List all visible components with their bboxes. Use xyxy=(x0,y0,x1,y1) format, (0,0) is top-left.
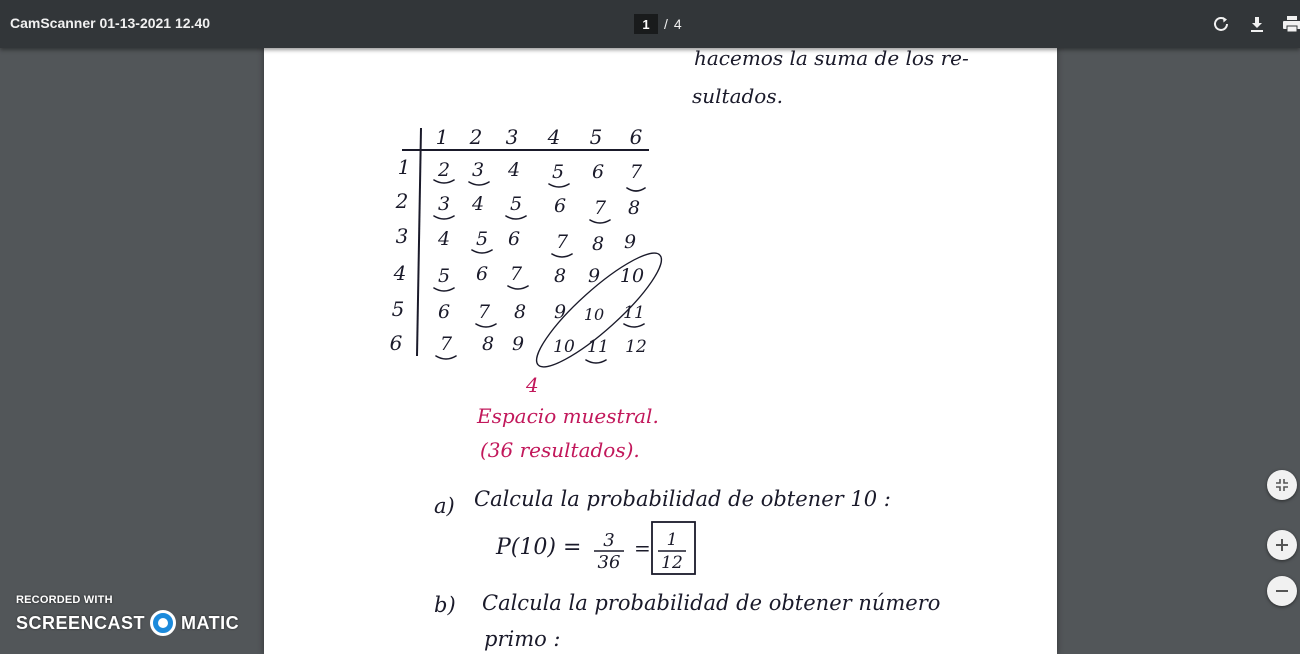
total-pages: 4 xyxy=(673,16,682,32)
row-header: 2 xyxy=(395,189,409,213)
document-title: CamScanner 01-13-2021 12.40 xyxy=(10,15,211,31)
answer-numerator: 1 xyxy=(666,530,678,550)
zoom-out-button[interactable] xyxy=(1267,576,1297,606)
table-cell: 6 xyxy=(553,195,567,217)
watermark-brand-left: SCREENCAST xyxy=(16,612,146,633)
table-cell: 8 xyxy=(481,333,495,355)
fit-to-page-icon xyxy=(1275,478,1289,492)
watermark-brand-right: MATIC xyxy=(181,612,240,633)
table-cell: 6 xyxy=(591,161,605,183)
rotate-button[interactable] xyxy=(1209,12,1233,36)
table-cell: 2 xyxy=(437,159,451,181)
sample-space-line-2: (36 resultados). xyxy=(480,438,640,462)
row-header: 5 xyxy=(391,297,405,321)
question-a-text: Calcula la probabilidad de obtener 10 : xyxy=(474,487,891,511)
question-b-line-1: Calcula la probabilidad de obtener número xyxy=(482,591,941,615)
zoom-in-button[interactable] xyxy=(1267,530,1297,560)
print-icon xyxy=(1282,15,1300,33)
table-cell: 7 xyxy=(509,263,523,285)
row-header: 3 xyxy=(395,224,409,248)
table-cell: 9 xyxy=(587,265,601,287)
col-header: 5 xyxy=(589,125,603,149)
table-cell: 7 xyxy=(555,231,569,253)
table-cell: 6 xyxy=(475,263,489,285)
table-cell: 4 xyxy=(507,159,521,181)
document-page xyxy=(264,48,1057,654)
record-icon xyxy=(150,610,176,636)
question-b-label: b) xyxy=(434,593,456,617)
table-cell: 4 xyxy=(437,228,451,250)
col-header: 6 xyxy=(629,125,643,149)
row-header: 4 xyxy=(393,261,407,285)
table-cell: 7 xyxy=(439,333,453,355)
col-header: 4 xyxy=(547,125,561,149)
col-header: 1 xyxy=(435,125,449,149)
table-cell: 9 xyxy=(553,301,567,323)
row-header: 6 xyxy=(389,331,403,355)
table-cell: 9 xyxy=(511,333,525,355)
table-cell: 9 xyxy=(623,231,637,253)
row-header: 1 xyxy=(397,155,411,179)
table-cell: 5 xyxy=(551,161,565,183)
table-cell: 7 xyxy=(593,197,607,219)
table-cell: 8 xyxy=(553,265,567,287)
print-button[interactable] xyxy=(1280,12,1300,36)
formula-denominator: 36 xyxy=(597,552,621,573)
circled-count: 4 xyxy=(526,373,539,397)
intro-line-1: hacemos la suma de los re- xyxy=(694,48,969,70)
table-cell: 7 xyxy=(629,161,643,183)
fit-to-page-button[interactable] xyxy=(1267,470,1297,500)
watermark-caption: RECORDED WITH xyxy=(16,594,113,606)
screencast-watermark xyxy=(16,594,239,636)
table-cell: 6 xyxy=(437,301,451,323)
table-cell: 5 xyxy=(509,193,523,215)
answer-denominator: 12 xyxy=(661,553,683,573)
table-cell: 11 xyxy=(623,303,645,323)
formula-equals: = xyxy=(634,536,651,560)
page-number-input[interactable]: 1 xyxy=(634,14,658,34)
table-cell: 11 xyxy=(587,337,609,357)
table-cell: 5 xyxy=(475,228,489,250)
col-header: 2 xyxy=(469,125,483,149)
viewer-toolbar xyxy=(0,0,1300,48)
table-cell: 10 xyxy=(553,337,575,357)
table-cell: 3 xyxy=(471,159,485,181)
page-indicator xyxy=(634,13,682,35)
zoom-out-icon xyxy=(1275,584,1289,598)
download-icon xyxy=(1248,15,1266,33)
table-cell: 4 xyxy=(471,193,485,215)
question-a-label: a) xyxy=(434,494,455,518)
table-cell: 8 xyxy=(627,197,641,219)
table-cell: 12 xyxy=(625,337,647,357)
formula-numerator: 3 xyxy=(603,530,615,551)
rotate-icon xyxy=(1212,15,1230,33)
table-cell: 5 xyxy=(437,265,451,287)
question-b-line-2: primo : xyxy=(484,627,561,651)
table-cell: 8 xyxy=(591,233,605,255)
table-cell: 8 xyxy=(513,301,527,323)
formula-lhs: P(10) = xyxy=(496,535,582,560)
table-cell: 3 xyxy=(437,193,451,215)
table-cell: 10 xyxy=(583,305,605,324)
table-cell: 6 xyxy=(507,228,521,250)
zoom-in-icon xyxy=(1275,538,1289,552)
table-cell: 10 xyxy=(619,265,645,287)
sample-space-line-1: Espacio muestral. xyxy=(477,404,659,428)
handwritten-content xyxy=(264,48,1057,654)
download-button[interactable] xyxy=(1245,12,1269,36)
table-cell: 7 xyxy=(477,301,491,323)
col-header: 3 xyxy=(505,125,519,149)
page-separator: / xyxy=(664,16,668,32)
intro-line-2: sultados. xyxy=(692,84,783,108)
